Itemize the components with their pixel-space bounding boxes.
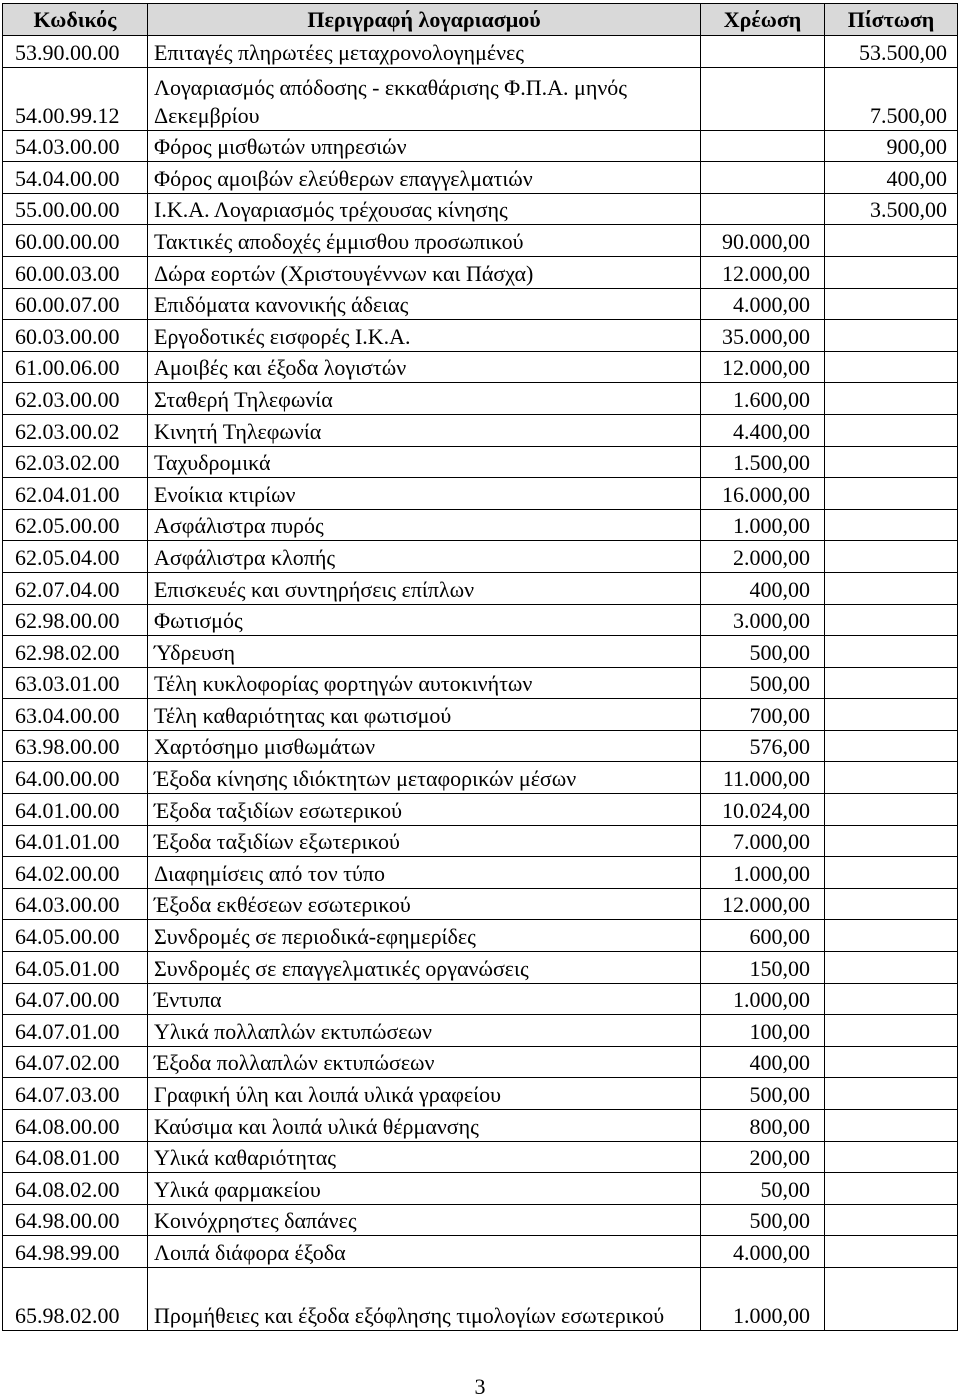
account-code-cell: 62.05.00.00 [3,509,148,541]
table-row [3,604,958,636]
account-code-cell: 55.00.00.00 [3,193,148,225]
table-row [3,1204,958,1236]
debit-cell: 7.000,00 [701,825,825,857]
table-row [3,857,958,889]
account-code-cell: 64.07.00.00 [3,983,148,1015]
account-description-cell: Ενοίκια κτιρίων [148,478,701,510]
debit-cell [701,162,825,194]
debit-cell: 1.000,00 [701,1267,825,1330]
account-description-cell: Υλικά καθαριότητας [148,1141,701,1173]
credit-cell [825,1141,958,1173]
table-row [3,351,958,383]
table-row [3,825,958,857]
table-row [3,446,958,478]
header-code: Κωδικός [3,4,148,36]
account-code-cell: 62.98.00.00 [3,604,148,636]
debit-cell: 3.000,00 [701,604,825,636]
credit-cell [825,825,958,857]
account-code-cell: 62.03.00.02 [3,414,148,446]
table-row [3,1110,958,1142]
account-description-cell: Χαρτόσημο μισθωμάτων [148,730,701,762]
account-code-cell: 63.03.01.00 [3,667,148,699]
debit-cell [701,193,825,225]
debit-cell: 35.000,00 [701,320,825,352]
credit-cell [825,1015,958,1047]
debit-cell: 1.000,00 [701,857,825,889]
debit-cell: 1.600,00 [701,383,825,415]
table-row [3,414,958,446]
account-description-cell: Κινητή Τηλεφωνία [148,414,701,446]
credit-cell [825,952,958,984]
credit-cell [825,446,958,478]
account-description-cell: Επιδόματα κανονικής άδειας [148,288,701,320]
table-row [3,636,958,668]
account-description-cell: Δώρα εορτών (Χριστουγέννων και Πάσχα) [148,256,701,288]
debit-cell: 150,00 [701,952,825,984]
table-row [3,1267,958,1330]
credit-cell [825,351,958,383]
credit-cell [825,667,958,699]
debit-cell: 16.000,00 [701,478,825,510]
accounts-table [2,3,958,1331]
table-row [3,983,958,1015]
account-description-cell: Αμοιβές και έξοδα λογιστών [148,351,701,383]
header-description: Περιγραφή λογαριασμού [148,4,701,36]
account-code-cell: 64.07.03.00 [3,1078,148,1110]
debit-cell: 11.000,00 [701,762,825,794]
debit-cell: 12.000,00 [701,351,825,383]
table-row [3,288,958,320]
credit-cell [825,256,958,288]
credit-cell [825,572,958,604]
credit-cell: 400,00 [825,162,958,194]
debit-cell: 50,00 [701,1173,825,1205]
account-code-cell: 54.00.99.12 [3,67,148,130]
account-code-cell: 64.05.01.00 [3,952,148,984]
account-description-cell: Έντυπα [148,983,701,1015]
account-code-cell: 61.00.06.00 [3,351,148,383]
account-code-cell: 62.03.02.00 [3,446,148,478]
account-description-cell: Συνδρομές σε περιοδικά-εφημερίδες [148,920,701,952]
header-credit: Πίστωση [825,4,958,36]
credit-cell [825,983,958,1015]
credit-cell [825,794,958,826]
account-code-cell: 62.07.04.00 [3,572,148,604]
table-row [3,67,958,130]
table-row [3,162,958,194]
account-description-cell: Επισκευές και συντηρήσεις επίπλων [148,572,701,604]
credit-cell [825,762,958,794]
account-description-cell: Φόρος μισθωτών υπηρεσιών [148,130,701,162]
credit-cell [825,888,958,920]
debit-cell [701,130,825,162]
credit-cell [825,1204,958,1236]
account-code-cell: 63.04.00.00 [3,699,148,731]
account-description-cell: Ύδρευση [148,636,701,668]
table-row [3,762,958,794]
account-description-cell: Διαφημίσεις από τον τύπο [148,857,701,889]
debit-cell: 12.000,00 [701,256,825,288]
account-description-cell: Υλικά φαρμακείου [148,1173,701,1205]
account-code-cell: 64.08.01.00 [3,1141,148,1173]
account-description-cell: Κοινόχρηστες δαπάνες [148,1204,701,1236]
account-code-cell: 64.98.99.00 [3,1236,148,1268]
table-row [3,952,958,984]
account-code-cell: 65.98.02.00 [3,1267,148,1330]
account-code-cell: 62.98.02.00 [3,636,148,668]
credit-cell [825,920,958,952]
credit-cell [825,383,958,415]
table-row [3,478,958,510]
account-description-cell: Φωτισμός [148,604,701,636]
table-row [3,699,958,731]
account-description-cell: Έξοδα κίνησης ιδιόκτητων μεταφορικών μέσων [148,762,701,794]
debit-cell: 700,00 [701,699,825,731]
debit-cell: 90.000,00 [701,225,825,257]
page-number: 3 [474,1374,486,1399]
account-code-cell: 54.04.00.00 [3,162,148,194]
account-description-cell: Έξοδα πολλαπλών εκτυπώσεων [148,1046,701,1078]
account-code-cell: 62.03.00.00 [3,383,148,415]
account-description-cell: Υλικά πολλαπλών εκτυπώσεων [148,1015,701,1047]
account-code-cell: 53.90.00.00 [3,36,148,68]
account-code-cell: 64.03.00.00 [3,888,148,920]
account-description-cell: Λοιπά διάφορα έξοδα [148,1236,701,1268]
account-description-cell: Επιταγές πληρωτέες μεταχρονολογημένες [148,36,701,68]
table-row [3,730,958,762]
debit-cell: 100,00 [701,1015,825,1047]
credit-cell [825,1110,958,1142]
credit-cell [825,288,958,320]
debit-cell: 2.000,00 [701,541,825,573]
account-code-cell: 62.05.04.00 [3,541,148,573]
account-code-cell: 60.00.00.00 [3,225,148,257]
table-row [3,888,958,920]
table-row [3,36,958,68]
account-code-cell: 60.00.03.00 [3,256,148,288]
table-row [3,667,958,699]
credit-cell [825,225,958,257]
account-code-cell: 64.00.00.00 [3,762,148,794]
credit-cell [825,636,958,668]
credit-cell [825,730,958,762]
account-description-cell: Τέλη καθαριότητας και φωτισμού [148,699,701,731]
account-code-cell: 63.98.00.00 [3,730,148,762]
table-row [3,383,958,415]
credit-cell: 53.500,00 [825,36,958,68]
table-row [3,794,958,826]
debit-cell: 200,00 [701,1141,825,1173]
credit-cell [825,1236,958,1268]
header-row [3,4,958,36]
account-description-cell: Συνδρομές σε επαγγελματικές οργανώσεις [148,952,701,984]
debit-cell: 10.024,00 [701,794,825,826]
credit-cell [825,1173,958,1205]
account-description-cell: Γραφική ύλη και λοιπά υλικά γραφείου [148,1078,701,1110]
account-description-cell: Ασφάλιστρα πυρός [148,509,701,541]
account-code-cell: 54.03.00.00 [3,130,148,162]
credit-cell [825,857,958,889]
credit-cell [825,478,958,510]
credit-cell [825,541,958,573]
debit-cell: 600,00 [701,920,825,952]
debit-cell [701,67,825,130]
debit-cell: 400,00 [701,1046,825,1078]
debit-cell: 1.500,00 [701,446,825,478]
table-row [3,1078,958,1110]
credit-cell: 3.500,00 [825,193,958,225]
credit-cell [825,1078,958,1110]
account-description-cell: Ασφάλιστρα κλοπής [148,541,701,573]
debit-cell: 500,00 [701,667,825,699]
account-description-cell: Τακτικές αποδοχές έμμισθου προσωπικού [148,225,701,257]
credit-cell [825,699,958,731]
header-debit: Χρέωση [701,4,825,36]
account-description-cell: Έξοδα εκθέσεων εσωτερικού [148,888,701,920]
debit-cell: 1.000,00 [701,983,825,1015]
table-row [3,225,958,257]
account-description-cell: Εργοδοτικές εισφορές Ι.Κ.Α. [148,320,701,352]
credit-cell [825,1046,958,1078]
table-row [3,193,958,225]
debit-cell: 800,00 [701,1110,825,1142]
credit-cell [825,1267,958,1330]
table-row [3,320,958,352]
account-description-cell: Ταχυδρομικά [148,446,701,478]
account-code-cell: 60.00.07.00 [3,288,148,320]
account-description-cell: Ι.Κ.Α. Λογαριασμός τρέχουσας κίνησης [148,193,701,225]
debit-cell: 576,00 [701,730,825,762]
account-description-cell: Λογαριασμός απόδοσης - εκκαθάρισης Φ.Π.Α. μηνός Δεκεμβρίου [148,67,701,130]
debit-cell: 12.000,00 [701,888,825,920]
debit-cell [701,36,825,68]
account-description-cell: Τέλη κυκλοφορίας φορτηγών αυτοκινήτων [148,667,701,699]
table-row [3,509,958,541]
table-row [3,1173,958,1205]
account-code-cell: 64.01.00.00 [3,794,148,826]
account-description-cell: Έξοδα ταξιδίων εξωτερικού [148,825,701,857]
debit-cell: 500,00 [701,636,825,668]
table-row [3,541,958,573]
credit-cell: 7.500,00 [825,67,958,130]
account-code-cell: 64.08.02.00 [3,1173,148,1205]
debit-cell: 4.000,00 [701,288,825,320]
table-row [3,1141,958,1173]
debit-cell: 400,00 [701,572,825,604]
debit-cell: 4.400,00 [701,414,825,446]
account-description-cell: Προμήθειες και έξοδα εξόφλησης τιμολογίων εσωτερικού [148,1267,701,1330]
table-row [3,1236,958,1268]
account-code-cell: 64.05.00.00 [3,920,148,952]
credit-cell [825,509,958,541]
table-row [3,572,958,604]
account-code-cell: 64.08.00.00 [3,1110,148,1142]
debit-cell: 1.000,00 [701,509,825,541]
credit-cell [825,414,958,446]
account-code-cell: 60.03.00.00 [3,320,148,352]
table-row [3,130,958,162]
debit-cell: 4.000,00 [701,1236,825,1268]
account-code-cell: 64.07.02.00 [3,1046,148,1078]
account-code-cell: 64.07.01.00 [3,1015,148,1047]
table-row [3,1015,958,1047]
table-row [3,1046,958,1078]
table-body [3,36,958,1331]
account-description-cell: Φόρος αμοιβών ελεύθερων επαγγελματιών [148,162,701,194]
account-code-cell: 64.01.01.00 [3,825,148,857]
credit-cell [825,604,958,636]
account-code-cell: 62.04.01.00 [3,478,148,510]
table-row [3,256,958,288]
debit-cell: 500,00 [701,1078,825,1110]
account-description-cell: Καύσιμα και λοιπά υλικά θέρμανσης [148,1110,701,1142]
account-description-cell: Έξοδα ταξιδίων εσωτερικού [148,794,701,826]
account-description-cell: Σταθερή Τηλεφωνία [148,383,701,415]
credit-cell: 900,00 [825,130,958,162]
account-code-cell: 64.98.00.00 [3,1204,148,1236]
account-code-cell: 64.02.00.00 [3,857,148,889]
table-row [3,920,958,952]
credit-cell [825,320,958,352]
debit-cell: 500,00 [701,1204,825,1236]
